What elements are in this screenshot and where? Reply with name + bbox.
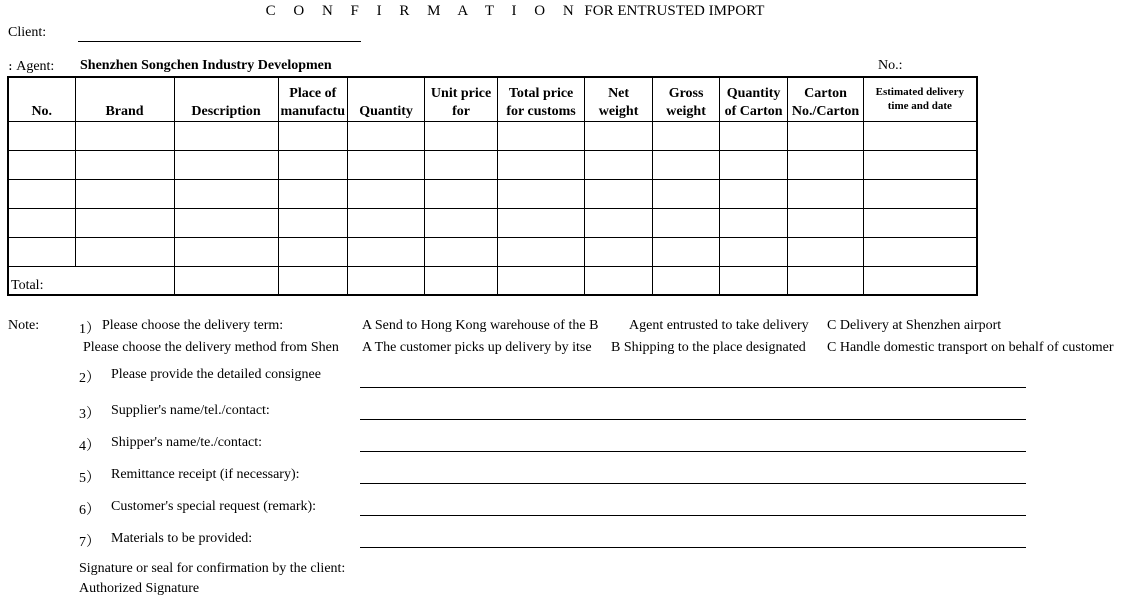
table-cell[interactable] [788,208,864,237]
number-label: No.: [878,58,903,73]
table-cell[interactable] [788,179,864,208]
note-7-text: Materials to be provided: [111,531,253,546]
header-unit-price: Unit price for [425,77,498,121]
note-2-text: Please provide the detailed consignee [111,367,321,382]
table-cell[interactable] [348,266,425,295]
table-cell[interactable] [585,266,653,295]
client-label: Client: [8,25,47,40]
table-row [8,121,977,150]
delivery-method-option-c[interactable]: C Handle domestic transport on behalf of customer [827,340,1114,355]
table-cell[interactable] [75,179,174,208]
authorized-signature-label: Authorized Signature [79,581,200,596]
table-cell[interactable] [720,150,788,179]
note-3-text: Supplier's name/tel./contact: [111,403,270,418]
header-quantity: Quantity [348,77,425,121]
total-row [8,266,977,295]
table-cell[interactable] [653,150,720,179]
note-7-number: 7） [79,535,100,550]
table-cell[interactable] [174,179,278,208]
note-2-number: 2） [79,371,100,386]
note-1-number: 1） [79,322,100,337]
header-net-weight: Net weight [585,77,653,121]
document-title [0,3,1030,20]
note-5-number: 5） [79,471,100,486]
table-cell[interactable] [720,208,788,237]
table-cell[interactable] [720,266,788,295]
signature-label: Signature or seal for confirmation by the client: [79,561,346,576]
table-cell[interactable] [864,237,977,266]
title-rest: FOR ENTRUSTED IMPORT [584,3,765,19]
agent-label: ։ Agent: [8,59,55,74]
table-cell[interactable] [864,266,977,295]
table-cell[interactable] [278,150,348,179]
header-quantity-carton: Quantity of Carton [720,77,788,121]
materials-field-line[interactable] [360,547,1026,548]
table-cell[interactable] [425,266,498,295]
table-cell[interactable] [864,208,977,237]
table-cell[interactable] [653,208,720,237]
header-estimated-delivery: Estimated delivery time and date [864,77,977,121]
table-cell[interactable] [75,208,174,237]
header-total-price: Total price for customs [498,77,585,121]
table-cell[interactable] [585,179,653,208]
table-cell[interactable] [174,150,278,179]
header-row [8,77,977,121]
table-cell[interactable] [720,237,788,266]
note-1b-text: Please choose the delivery method from Shen [83,340,339,355]
table-cell[interactable] [174,208,278,237]
table-cell[interactable] [498,121,585,150]
delivery-method-option-b[interactable]: B Shipping to the place designated [611,340,806,355]
table-cell[interactable] [278,179,348,208]
table-cell[interactable] [75,237,174,266]
consignee-field-line[interactable] [360,387,1026,388]
header-place: Place of manufactu [278,77,348,121]
table-cell[interactable] [75,121,174,150]
table-cell[interactable] [498,208,585,237]
table-cell[interactable] [348,237,425,266]
table-cell[interactable] [498,179,585,208]
note-3-number: 3） [79,407,100,422]
table-cell[interactable] [174,266,278,295]
table-cell[interactable] [585,237,653,266]
remittance-field-line[interactable] [360,483,1026,484]
table-cell[interactable] [8,179,75,208]
table-cell[interactable] [174,237,278,266]
table-cell[interactable] [278,121,348,150]
table-cell[interactable] [348,121,425,150]
table-cell[interactable] [653,121,720,150]
table-cell[interactable] [788,121,864,150]
table-cell[interactable] [348,208,425,237]
table-cell[interactable] [585,208,653,237]
shipper-field-line[interactable] [360,451,1026,452]
note-label: Note: [8,318,40,333]
table-cell[interactable] [585,150,653,179]
note-4-text: Shipper's name/te./contact: [111,435,263,450]
header-description: Description [174,77,278,121]
client-field-line[interactable] [78,41,361,42]
header-brand: Brand [75,77,174,121]
table-cell[interactable] [8,121,75,150]
note-6-number: 6） [79,503,100,518]
table-cell[interactable] [498,266,585,295]
note-5-text: Remittance receipt (if necessary): [111,467,300,482]
table-cell[interactable] [864,121,977,150]
agent-name: Shenzhen Songchen Industry Developmen [80,58,332,73]
table-cell[interactable] [8,150,75,179]
table-cell[interactable] [425,208,498,237]
table-cell[interactable] [8,208,75,237]
delivery-term-option-c[interactable]: C Delivery at Shenzhen airport [827,318,1002,333]
table-cell[interactable] [720,179,788,208]
header-gross-weight: Gross weight [653,77,720,121]
table-cell[interactable] [864,150,977,179]
table-cell[interactable] [720,121,788,150]
delivery-term-option-a[interactable]: A Send to Hong Kong warehouse of the B [362,318,599,333]
note-4-number: 4） [79,439,100,454]
goods-table [7,76,978,296]
table-cell[interactable] [585,121,653,150]
table-cell[interactable] [653,266,720,295]
table-cell[interactable] [174,121,278,150]
table-cell[interactable] [425,121,498,150]
table-row [8,150,977,179]
table-cell[interactable] [653,179,720,208]
table-cell[interactable] [425,150,498,179]
table-cell[interactable] [788,266,864,295]
title-spaced: C O N F I R M A T I O N [265,3,581,19]
table-cell[interactable] [653,237,720,266]
table-cell[interactable] [425,237,498,266]
table-row [8,237,977,266]
table-cell[interactable] [278,237,348,266]
table-cell[interactable] [278,208,348,237]
table-cell[interactable] [425,179,498,208]
table-row [8,208,977,237]
table-cell[interactable] [348,150,425,179]
special-request-field-line[interactable] [360,515,1026,516]
note-6-text: Customer's special request (remark): [111,499,317,514]
table-cell[interactable] [278,266,348,295]
header-carton-no: Carton No./Carton [788,77,864,121]
table-cell[interactable] [788,237,864,266]
total-label: Total: [8,266,174,295]
table-cell[interactable] [788,150,864,179]
table-row [8,179,977,208]
table-cell[interactable] [498,150,585,179]
table-cell[interactable] [864,179,977,208]
supplier-field-line[interactable] [360,419,1026,420]
table-cell[interactable] [348,179,425,208]
header-no: No. [8,77,75,121]
delivery-term-option-b[interactable]: Agent entrusted to take delivery [629,318,809,333]
table-cell[interactable] [498,237,585,266]
table-cell[interactable] [75,150,174,179]
note-1-text: Please choose the delivery term: [102,318,284,333]
delivery-method-option-a[interactable]: A The customer picks up delivery by itse [362,340,592,355]
table-cell[interactable] [8,237,75,266]
